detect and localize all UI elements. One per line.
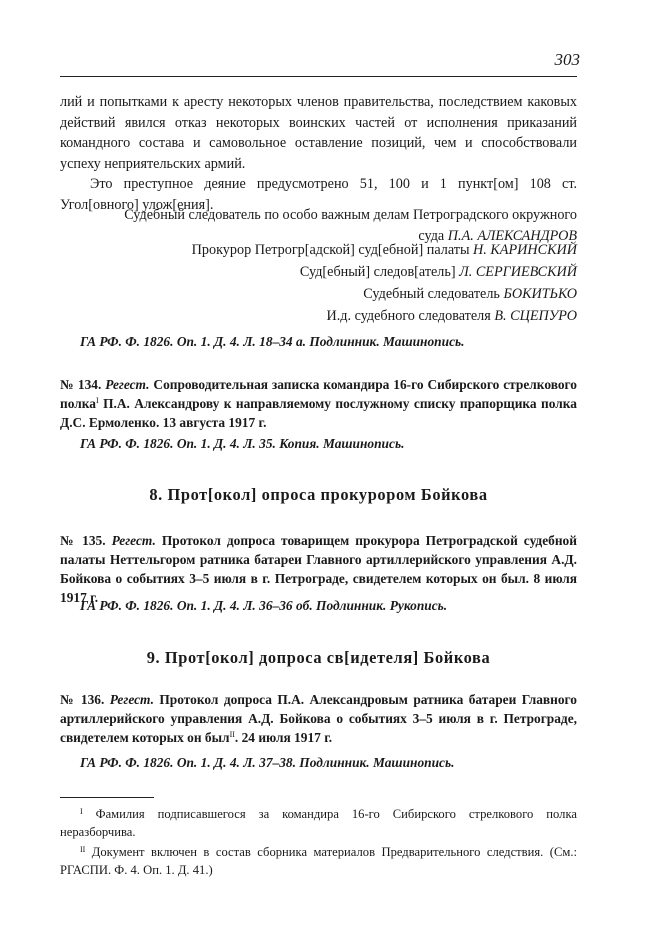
footnote-I: $^I$ Фамилия подписавшегося за командира 16-го Сибирского стрелкового полка неразборчива. (60, 807, 577, 839)
page-number: 303 (554, 50, 580, 69)
signature-block-2 (60, 240, 577, 261)
signature-role: Суд[ебный] следов[атель] (299, 264, 456, 280)
signature-name: В. СЦЕПУРО (494, 308, 577, 324)
signature-role: Судебный следователь (363, 286, 500, 302)
footnote-mark: I (80, 807, 83, 816)
document-135-regest: № 135. Регест. Протокол допроса товарищем прокурора Петроградской судебной палаты Неттельгором ратника батареи Главного артиллерийского управления А.Д. Бойкова о событиях 3–5 июля в г. Петрограде, свидетелем которых он был. 8 июля 1917 г. (60, 533, 577, 605)
signature-name-line: суда П.А. АЛЕКСАНДРОВ (418, 227, 577, 244)
footnote-ref-I: I (95, 396, 99, 405)
signature-block-5 (60, 306, 577, 327)
signature-role: Судебный следователь по особо важным делам Петроградского окружного (124, 207, 577, 223)
archive-reference-1: ГА РФ. Ф. 1826. Оп. 1. Д. 4. Л. 18–34 а. Подлинник. Машинопись. (80, 334, 465, 349)
signature-name: БОКИТЬКО (503, 286, 577, 302)
archive-reference-2: ГА РФ. Ф. 1826. Оп. 1. Д. 4. Л. 35. Копия. Машинопись. (80, 436, 405, 451)
article-paragraph: Это преступное деяние предусмотрено 51, 100 и 1 пункт[ом] 108 ст. Угол[овного] улож[ения]. (60, 176, 577, 213)
footnote-II: $^{II}$ Документ включен в состав сборника материалов Предварительного следствия. (См.: РГАСПИ. Ф. 4. Оп. 1. Д. 41.) (60, 845, 577, 877)
signature-block-3 (60, 262, 577, 283)
document-134-regest: № 134. Регест. Сопроводительная записка командира 16-го Сибирского стрелкового полка$^I$ П.А. Александрову к направляемому послужному списку прапорщика полка Д.С. Ермоленко. 13 августа 1917 г. (60, 377, 577, 430)
section-heading-9: 9. Прот[окол] допроса св[идетеля] Бойкова (146, 648, 491, 667)
document-136-regest: № 136. Регест. Протокол допроса П.А. Александровым ратника батареи Главного артиллерийского управления А.Д. Бойкова о событиях 3–5 июля в г. Петрограде, свидетелем которых он был$^{II}$. 24 июля 1917 г. (60, 692, 577, 745)
intro-paragraph: лий и попытками к аресту некоторых членов правительства, последствием каковых действий явился отказ некоторых воинских частей от исполнения приказаний командного состава и самовольное оставление позиций, чем и способствовали успеху неприятельских армий. (60, 94, 577, 172)
signature-name: Л. СЕРГИЕВСКИЙ (459, 264, 577, 280)
header-rule (60, 76, 577, 77)
footnote-mark: II (80, 845, 86, 854)
signature-role: И.д. судебного следователя (326, 308, 491, 324)
signature-name: Н. КАРИНСКИЙ (473, 242, 577, 258)
footnote-separator (60, 797, 154, 798)
signature-name: П.А. АЛЕКСАНДРОВ (447, 227, 577, 244)
signature-block-4 (60, 284, 577, 305)
archive-reference-4: ГА РФ. Ф. 1826. Оп. 1. Д. 4. Л. 37–38. Подлинник. Машинопись. (80, 755, 455, 770)
archive-reference-3: ГА РФ. Ф. 1826. Оп. 1. Д. 4. Л. 36–36 об. Подлинник. Рукопись. (80, 598, 448, 613)
section-heading-8: 8. Прот[окол] опроса прокурором Бойкова (149, 485, 488, 504)
signature-role: Прокурор Петрогр[адской] суд[ебной] палаты (191, 242, 470, 258)
footnote-ref-II: II (229, 730, 235, 739)
